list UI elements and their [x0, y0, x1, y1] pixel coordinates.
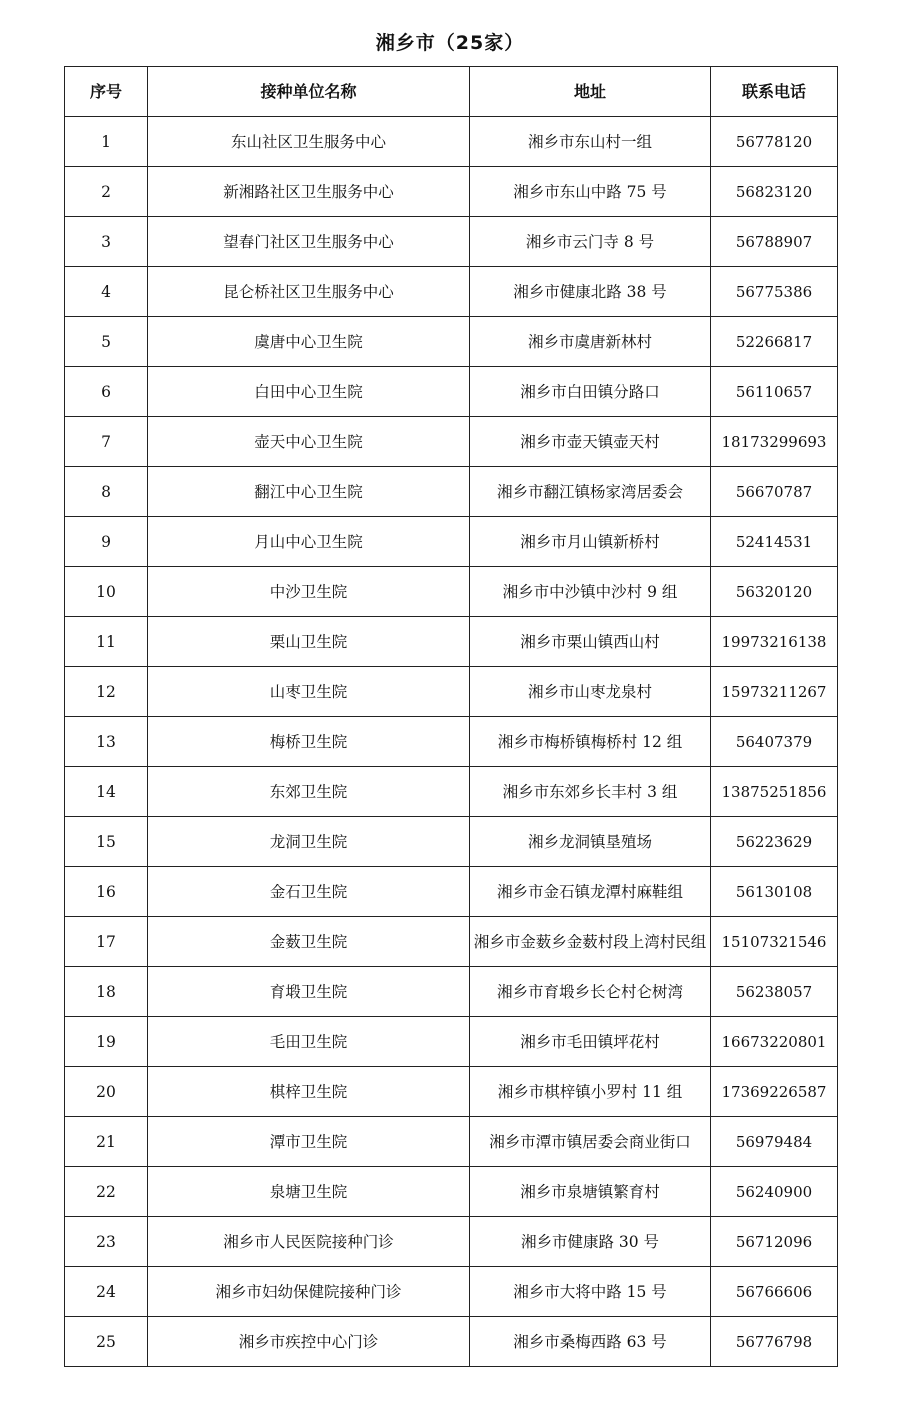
cell-address: 湘乡市桑梅西路 63 号: [470, 1317, 711, 1367]
cell-serial-number: 11: [65, 617, 148, 667]
cell-phone: 15973211267: [711, 667, 838, 717]
cell-serial-number: 18: [65, 967, 148, 1017]
table-row: [65, 917, 838, 967]
cell-site-name: 壶天中心卫生院: [148, 417, 470, 467]
table-row: [65, 167, 838, 217]
cell-address: 湘乡市山枣龙泉村: [470, 667, 711, 717]
table-row: [65, 717, 838, 767]
cell-serial-number: 24: [65, 1267, 148, 1317]
cell-serial-number: 20: [65, 1067, 148, 1117]
cell-serial-number: 12: [65, 667, 148, 717]
cell-address: 湘乡市棋梓镇小罗村 11 组: [470, 1067, 711, 1117]
table-row: [65, 567, 838, 617]
table-row: [65, 517, 838, 567]
cell-serial-number: 15: [65, 817, 148, 867]
table-row: [65, 817, 838, 867]
cell-address: 湘乡市壶天镇壶天村: [470, 417, 711, 467]
cell-phone: 56110657: [711, 367, 838, 417]
cell-address: 湘乡市潭市镇居委会商业街口: [470, 1117, 711, 1167]
cell-serial-number: 7: [65, 417, 148, 467]
cell-address: 湘乡市东山中路 75 号: [470, 167, 711, 217]
table-row: [65, 367, 838, 417]
cell-site-name: 金薮卫生院: [148, 917, 470, 967]
cell-site-name: 湘乡市人民医院接种门诊: [148, 1217, 470, 1267]
cell-site-name: 月山中心卫生院: [148, 517, 470, 567]
table-body: [65, 117, 838, 1367]
cell-address: 湘乡市栗山镇西山村: [470, 617, 711, 667]
table-header-row: [65, 67, 838, 117]
cell-address: 湘乡市东郊乡长丰村 3 组: [470, 767, 711, 817]
cell-address: 湘乡市梅桥镇梅桥村 12 组: [470, 717, 711, 767]
cell-site-name: 中沙卫生院: [148, 567, 470, 617]
cell-phone: 56776798: [711, 1317, 838, 1367]
cell-phone: 56130108: [711, 867, 838, 917]
header-phone: 联系电话: [711, 67, 838, 117]
cell-phone: 52414531: [711, 517, 838, 567]
cell-serial-number: 22: [65, 1167, 148, 1217]
cell-phone: 56240900: [711, 1167, 838, 1217]
cell-address: 湘乡市虞唐新林村: [470, 317, 711, 367]
cell-address: 湘乡市泉塘镇繁育村: [470, 1167, 711, 1217]
cell-phone: 56320120: [711, 567, 838, 617]
cell-address: 湘乡市月山镇新桥村: [470, 517, 711, 567]
cell-phone: 56823120: [711, 167, 838, 217]
cell-serial-number: 17: [65, 917, 148, 967]
cell-address: 湘乡市金石镇龙潭村麻鞋组: [470, 867, 711, 917]
cell-address: 湘乡市云门寺 8 号: [470, 217, 711, 267]
header-address: 地址: [470, 67, 711, 117]
cell-site-name: 泉塘卫生院: [148, 1167, 470, 1217]
cell-phone: 56778120: [711, 117, 838, 167]
cell-phone: 15107321546: [711, 917, 838, 967]
table-row: [65, 217, 838, 267]
cell-phone: 56712096: [711, 1217, 838, 1267]
cell-phone: 13875251856: [711, 767, 838, 817]
cell-address: 湘乡市金薮乡金薮村段上湾村民组: [470, 917, 711, 967]
cell-site-name: 昆仑桥社区卫生服务中心: [148, 267, 470, 317]
cell-serial-number: 4: [65, 267, 148, 317]
cell-address: 湘乡龙洞镇垦殖场: [470, 817, 711, 867]
header-site-name: 接种单位名称: [148, 67, 470, 117]
cell-address: 湘乡市中沙镇中沙村 9 组: [470, 567, 711, 617]
cell-site-name: 望春门社区卫生服务中心: [148, 217, 470, 267]
cell-site-name: 育塅卫生院: [148, 967, 470, 1017]
cell-serial-number: 16: [65, 867, 148, 917]
page-title: 湘乡市（25家）: [375, 32, 525, 54]
cell-phone: 56223629: [711, 817, 838, 867]
cell-phone: 56788907: [711, 217, 838, 267]
table-row: [65, 767, 838, 817]
cell-site-name: 翻江中心卫生院: [148, 467, 470, 517]
cell-address: 湘乡市毛田镇坪花村: [470, 1017, 711, 1067]
cell-address: 湘乡市白田镇分路口: [470, 367, 711, 417]
cell-site-name: 潭市卫生院: [148, 1117, 470, 1167]
cell-serial-number: 1: [65, 117, 148, 167]
cell-phone: 56775386: [711, 267, 838, 317]
cell-site-name: 虞唐中心卫生院: [148, 317, 470, 367]
cell-address: 湘乡市育塅乡长仑村仑树湾: [470, 967, 711, 1017]
header-serial-number: 序号: [65, 67, 148, 117]
cell-phone: 56979484: [711, 1117, 838, 1167]
cell-phone: 18173299693: [711, 417, 838, 467]
cell-phone: 56766606: [711, 1267, 838, 1317]
cell-site-name: 龙洞卫生院: [148, 817, 470, 867]
cell-phone: 56670787: [711, 467, 838, 517]
table-row: [65, 667, 838, 717]
vaccination-sites-table: [64, 66, 838, 1367]
cell-address: 湘乡市健康路 30 号: [470, 1217, 711, 1267]
cell-serial-number: 25: [65, 1317, 148, 1367]
cell-phone: 16673220801: [711, 1017, 838, 1067]
table-row: [65, 267, 838, 317]
cell-phone: 52266817: [711, 317, 838, 367]
cell-phone: 56238057: [711, 967, 838, 1017]
table-row: [65, 117, 838, 167]
cell-serial-number: 5: [65, 317, 148, 367]
cell-site-name: 梅桥卫生院: [148, 717, 470, 767]
cell-phone: 19973216138: [711, 617, 838, 667]
table-row: [65, 1317, 838, 1367]
cell-serial-number: 23: [65, 1217, 148, 1267]
cell-address: 湘乡市东山村一组: [470, 117, 711, 167]
table-row: [65, 617, 838, 667]
cell-serial-number: 2: [65, 167, 148, 217]
cell-serial-number: 8: [65, 467, 148, 517]
cell-address: 湘乡市翻江镇杨家湾居委会: [470, 467, 711, 517]
cell-serial-number: 3: [65, 217, 148, 267]
cell-serial-number: 14: [65, 767, 148, 817]
table-row: [65, 1067, 838, 1117]
cell-serial-number: 10: [65, 567, 148, 617]
cell-address: 湘乡市大将中路 15 号: [470, 1267, 711, 1317]
cell-serial-number: 19: [65, 1017, 148, 1067]
table-row: [65, 1117, 838, 1167]
cell-site-name: 栗山卫生院: [148, 617, 470, 667]
cell-site-name: 山枣卫生院: [148, 667, 470, 717]
table-row: [65, 467, 838, 517]
table-row: [65, 1167, 838, 1217]
cell-address: 湘乡市健康北路 38 号: [470, 267, 711, 317]
table-row: [65, 317, 838, 367]
cell-serial-number: 9: [65, 517, 148, 567]
cell-site-name: 毛田卫生院: [148, 1017, 470, 1067]
cell-site-name: 湘乡市疾控中心门诊: [148, 1317, 470, 1367]
table-row: [65, 1267, 838, 1317]
table-row: [65, 967, 838, 1017]
cell-phone: 17369226587: [711, 1067, 838, 1117]
table-row: [65, 867, 838, 917]
table-row: [65, 417, 838, 467]
cell-serial-number: 13: [65, 717, 148, 767]
table-row: [65, 1017, 838, 1067]
cell-site-name: 新湘路社区卫生服务中心: [148, 167, 470, 217]
cell-serial-number: 21: [65, 1117, 148, 1167]
cell-site-name: 白田中心卫生院: [148, 367, 470, 417]
cell-site-name: 湘乡市妇幼保健院接种门诊: [148, 1267, 470, 1317]
table-row: [65, 1217, 838, 1267]
cell-site-name: 棋梓卫生院: [148, 1067, 470, 1117]
cell-site-name: 东郊卫生院: [148, 767, 470, 817]
cell-site-name: 金石卫生院: [148, 867, 470, 917]
cell-phone: 56407379: [711, 717, 838, 767]
cell-site-name: 东山社区卫生服务中心: [148, 117, 470, 167]
cell-serial-number: 6: [65, 367, 148, 417]
